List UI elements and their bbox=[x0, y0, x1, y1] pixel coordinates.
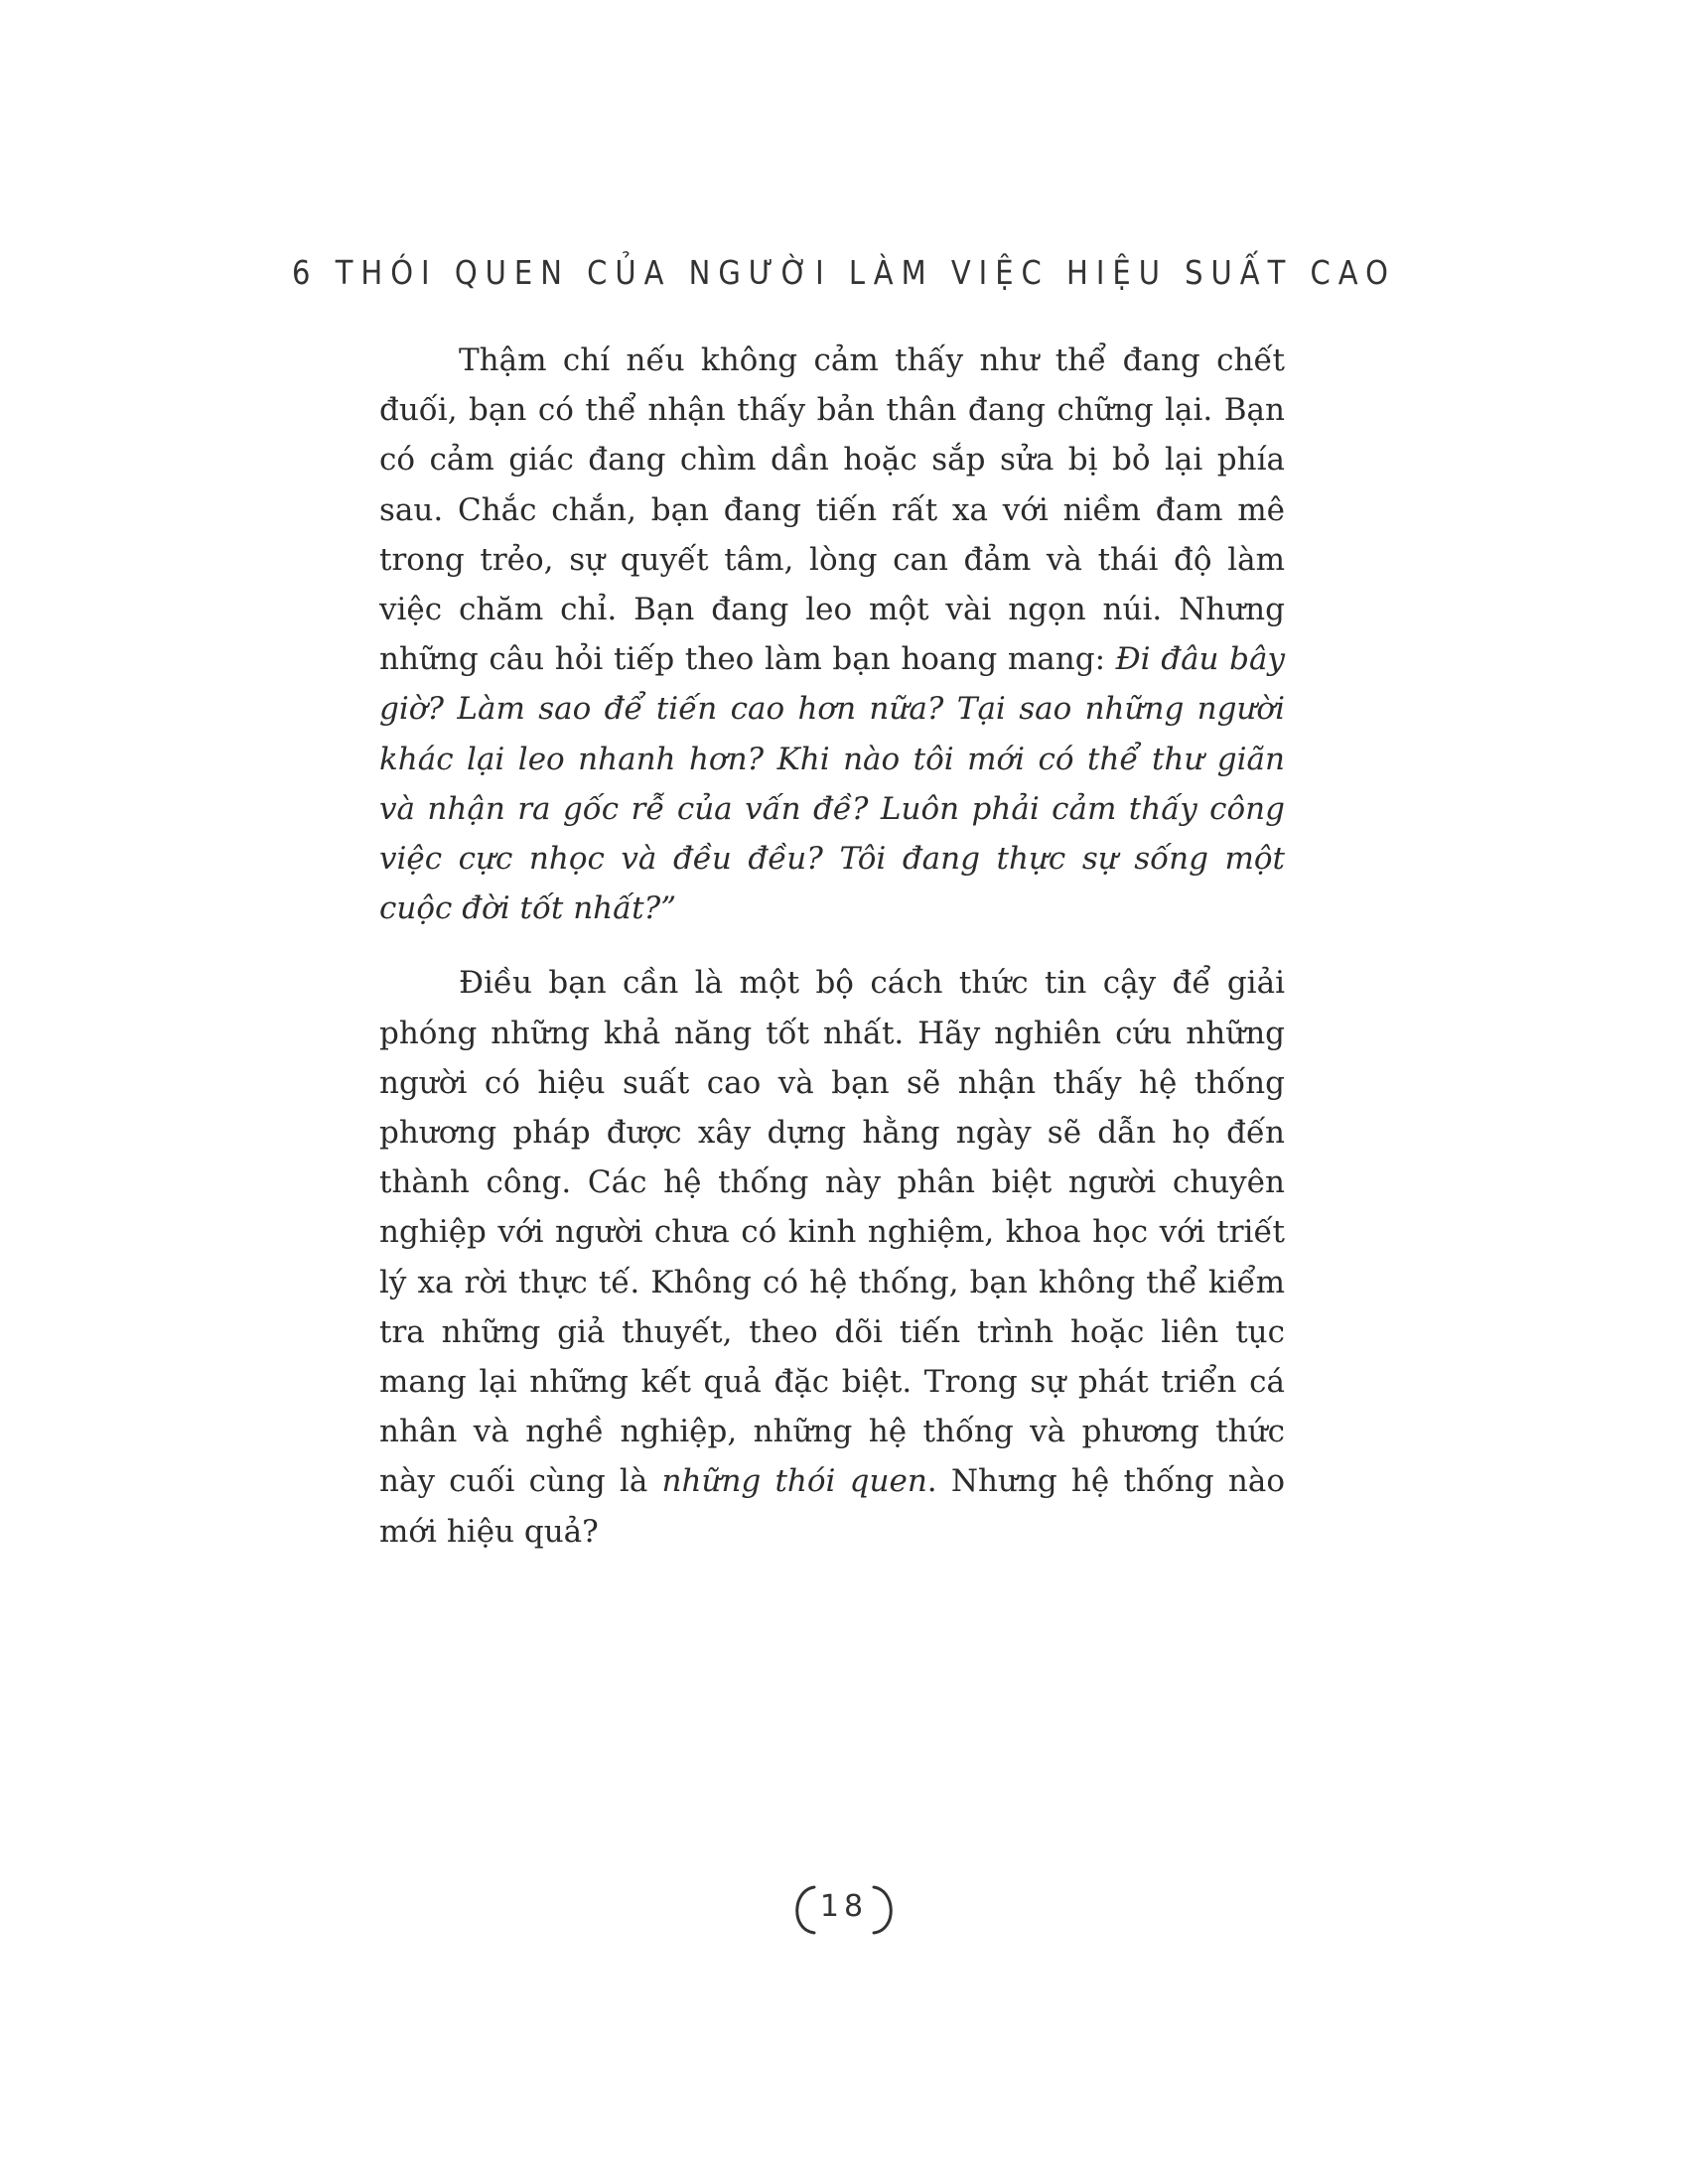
paragraph-2-italic-emphasis: những thói quen bbox=[661, 1463, 927, 1500]
paragraph-2-text-end: . Nhưng hệ thống nào mới hiệu quả? bbox=[379, 1463, 1285, 1550]
paragraph-1-italic-questions: Đi đâu bây giờ? Làm sao để tiến cao hơn nữa? Tại sao những người khác lại leo nhanh hơn? Khi nào tôi mới có thể thư giãn và nhận ra gốc rễ của vấn đề? Luôn phải cảm thấy công việc cực nhọc và đều đều? Tôi đang thực sự sống một cuộc đời tốt nhất?” bbox=[379, 641, 1285, 927]
paragraph-2 bbox=[379, 958, 1285, 1556]
paragraph-2-text: Điều bạn cần là một bộ cách thức tin cậy để giải phóng những khả năng tốt nhất. Hãy nghiên cứu những người có hiệu suất cao và bạn sẽ nhận thấy hệ thống phương pháp được xây dựng hằng ngày sẽ dẫn họ đến thành công. Các hệ thống này phân biệt người chuyên nghiệp với người chưa có kinh nghiệm, khoa học với triết lý xa rời thực tế. Không có hệ thống, bạn không thể kiểm tra những giả thuyết, theo dõi tiến trình hoặc liên tục mang lại những kết quả đặc biệt. Trong sự phát triển cá nhân và nghề nghiệp, những hệ thống và phương thức này cuối cùng là bbox=[379, 965, 1285, 1500]
running-header-title: 6 THÓI QUEN CỦA NGƯỜI LÀM VIỆC HIỆU SUẤT CAO bbox=[292, 253, 1396, 293]
paragraph-1-text: Thậm chí nếu không cảm thấy như thể đang chết đuối, bạn có thể nhận thấy bản thân đang chững lại. Bạn có cảm giác đang chìm dần hoặc sắp sửa bị bỏ lại phía sau. Chắc chắn, bạn đang tiến rất xa với niềm đam mê trong trẻo, sự quyết tâm, lòng can đảm và thái độ làm việc chăm chỉ. Bạn đang leo một vài ngọn núi. Nhưng những câu hỏi tiếp theo làm bạn hoang mang: bbox=[379, 342, 1285, 678]
page-number: 18 bbox=[819, 1889, 869, 1924]
body-text bbox=[379, 336, 1285, 1557]
page-number-badge bbox=[784, 1882, 904, 1938]
paragraph-1 bbox=[379, 336, 1285, 933]
